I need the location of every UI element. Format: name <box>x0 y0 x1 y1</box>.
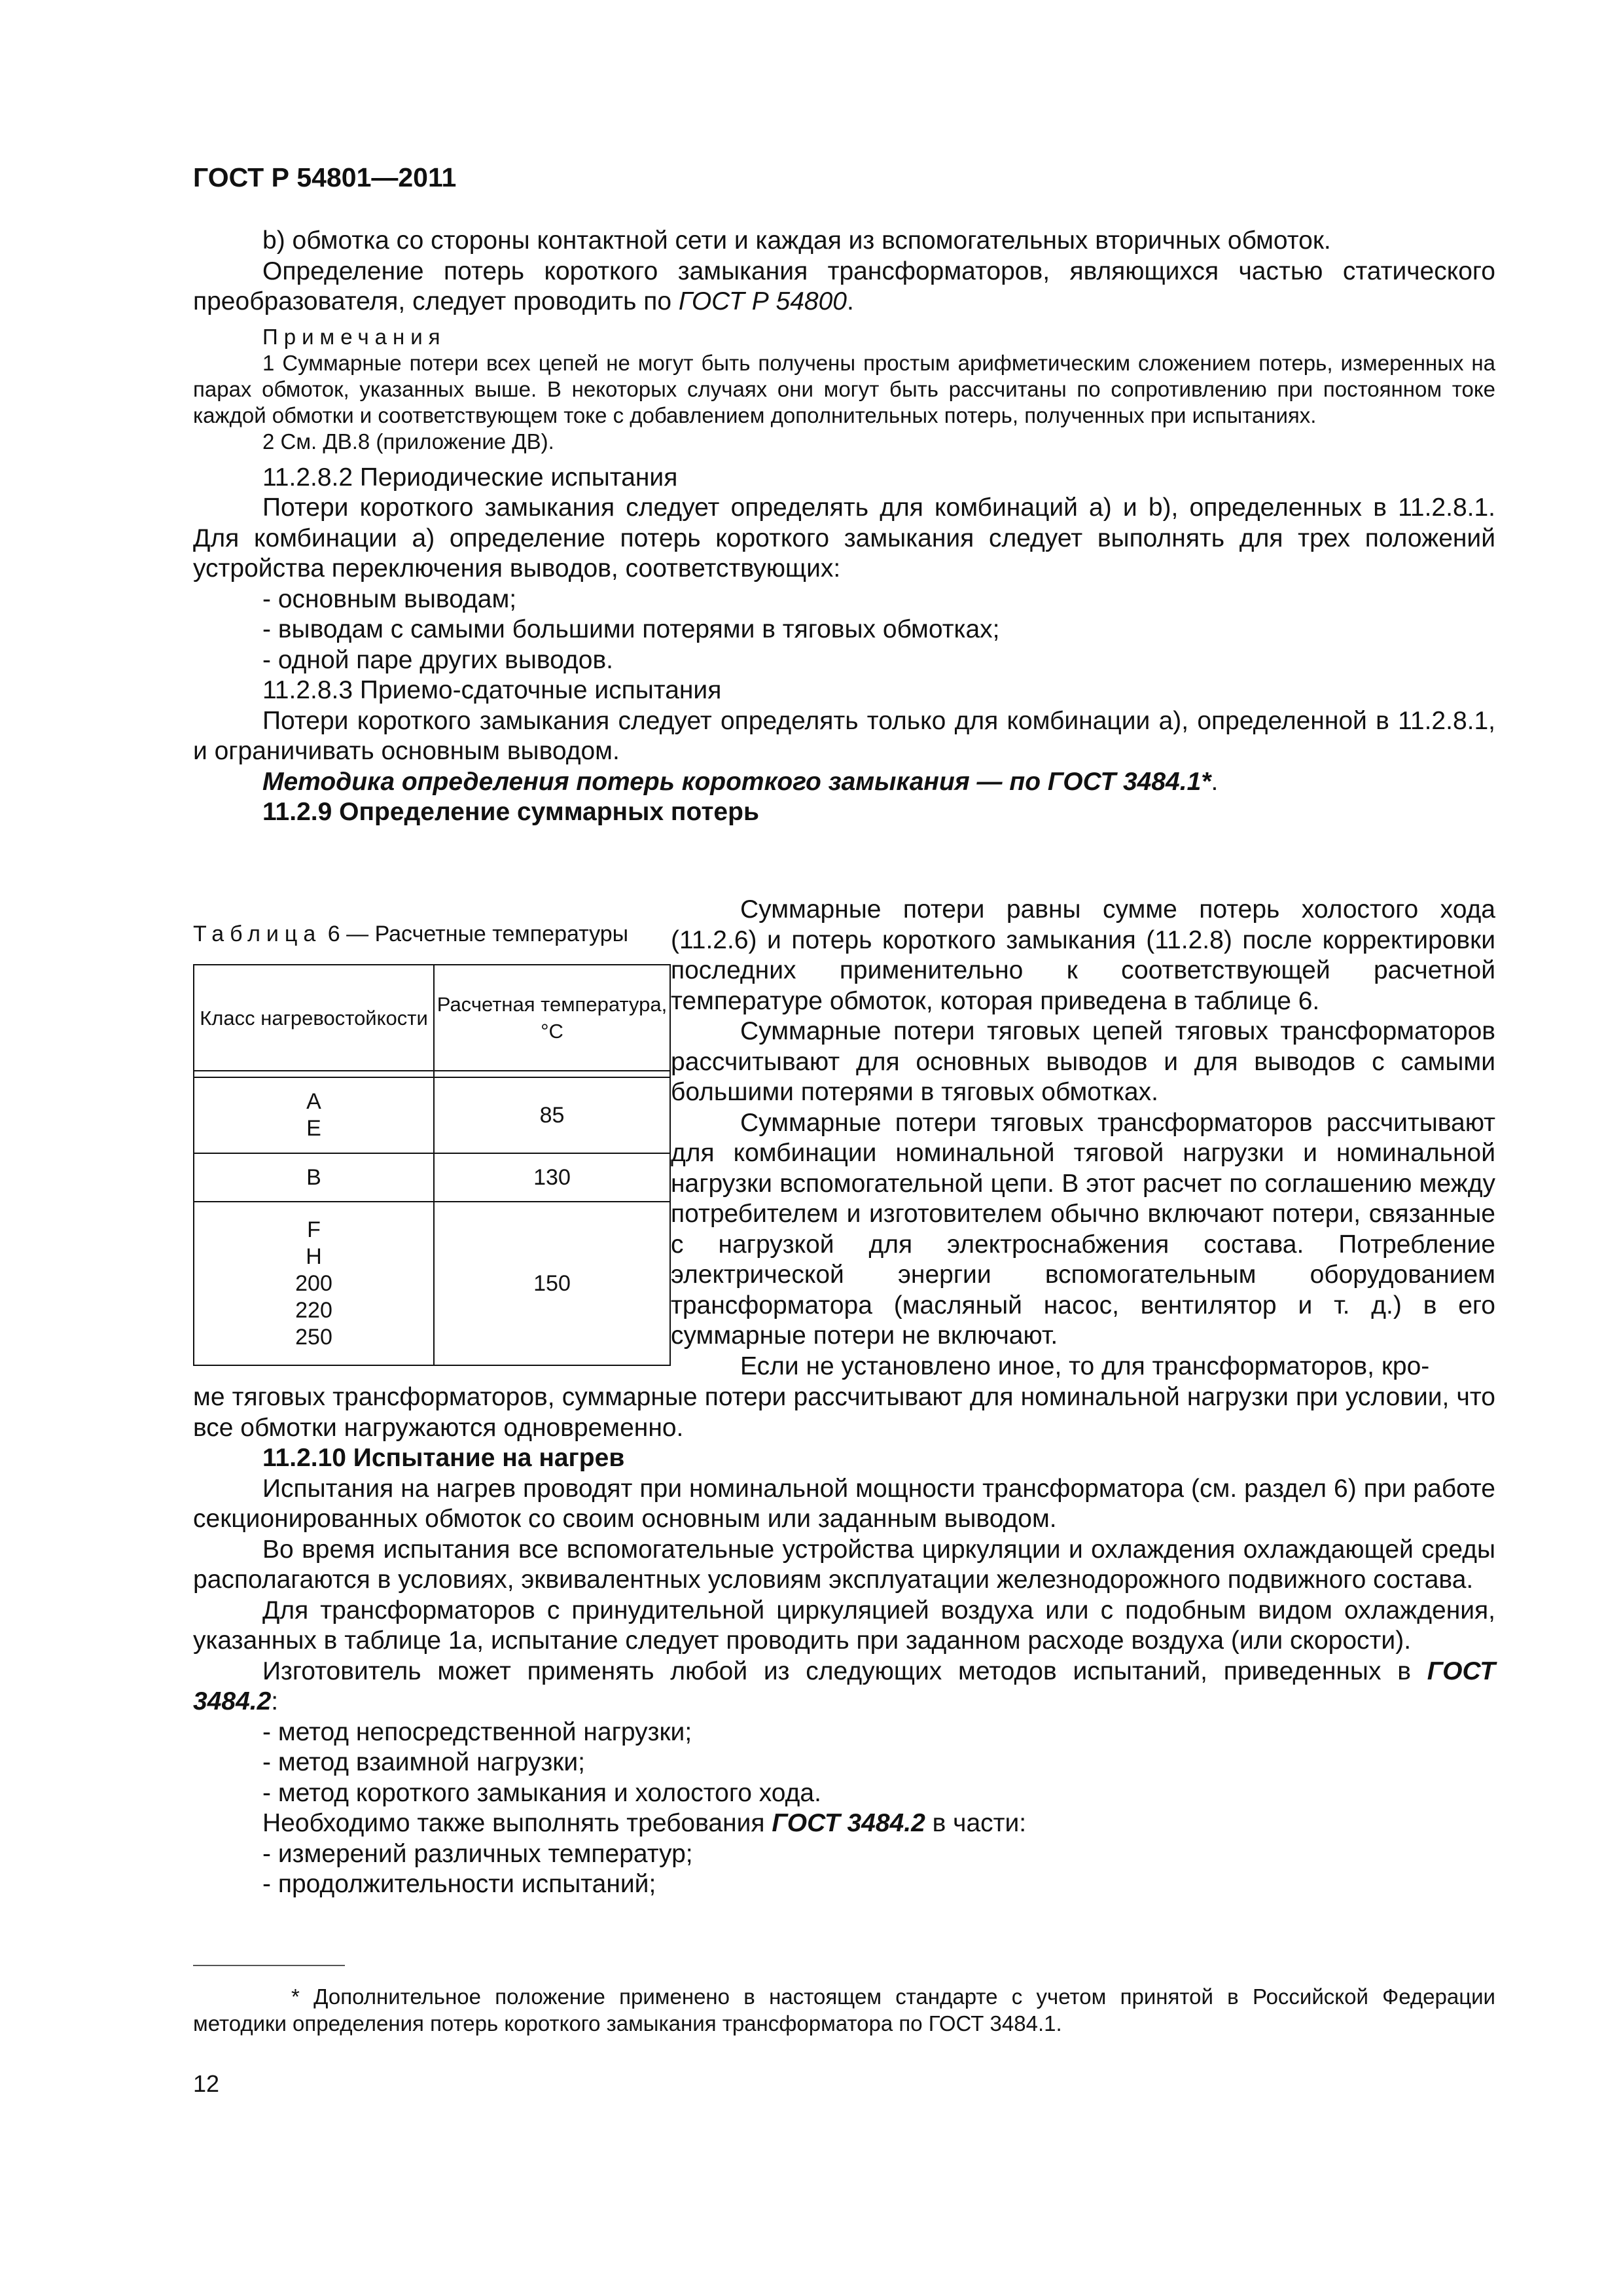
paragraph: Для трансформаторов с принудительной циркуляцией воздуха или с подобным видом охлаждения, указанных в таблице 1а, испытание следует проводить при заданном расходе воздуха (или скорости). <box>193 1596 1495 1655</box>
paragraph: Потери короткого замыкания следует определять для комбинаций a) и b), определенных в 11.2.8.1. Для комбинации a) определение потерь короткого замыкания следует выполнять для трех положений устройства переключения выводов, соответствующих: <box>193 493 1495 583</box>
text: Изготовитель может применять любой из следующих методов испытаний, приведенных в <box>262 1657 1427 1685</box>
class-value: 220 <box>295 1297 332 1323</box>
section-11-2-10: 11.2.10 Испытание на нагрев <box>262 1444 625 1472</box>
class-cell <box>194 1202 434 1365</box>
list-item: - метод взаимной нагрузки; <box>262 1748 585 1776</box>
section-11-2-9: 11.2.9 Определение суммарных потерь <box>262 798 759 826</box>
gost-reference: ГОСТ 3484.2 <box>193 1657 1495 1715</box>
section-11-2-8-3: 11.2.8.3 Приемо-сдаточные испытания <box>262 676 722 704</box>
paragraph <box>193 257 1495 317</box>
class-value: B <box>306 1164 321 1190</box>
list-item: - метод короткого замыкания и холостого хода. <box>262 1778 821 1807</box>
paragraph <box>193 1808 1495 1839</box>
caption-text: 6 — Расчетные температуры <box>327 922 629 946</box>
right-column-text <box>671 895 1495 1382</box>
list-item: - основным выводам; <box>262 584 517 613</box>
paragraph: Суммарные потери тяговых цепей тяговых трансформаторов рассчитывают для основных выводов и для выводов с самыми большими потерями в тяговых обмотках. <box>671 1017 1495 1106</box>
list-item: - метод непосредственной нагрузки; <box>262 1717 692 1746</box>
class-cell <box>194 1077 434 1153</box>
header-separator <box>194 1071 670 1077</box>
caption-word: Таблица <box>193 922 322 946</box>
list-item: - продолжительности испытаний; <box>262 1870 656 1898</box>
text: Необходимо также выполнять требования <box>262 1809 772 1837</box>
item-b: b) обмотка со стороны контактной сети и каждая из вспомогательных вторичных обмоток. <box>262 226 1331 255</box>
paragraph: Суммарные потери тяговых трансформаторов рассчитывают для комбинации номинальной тяговой нагрузки и номинальной нагрузки вспомогательной цепи. В этот расчет по соглашению между потребителем и изготовителем обычно включают потери, связанные с нагрузкой для электроснабжения состава. Потребление электрической энергии вспомогательным оборудованием трансформатора (масляный насос, вентилятор и т. д.) в его суммарные потери не включают. <box>671 1108 1495 1350</box>
column-header: Расчетная температура, °С <box>434 965 670 1071</box>
paragraph: Потери короткого замыкания следует определять только для комбинации a), определенной в 11.2.8.1, и ограничивать основным выводом. <box>193 706 1495 765</box>
paragraph: Если не установлено иное, то для трансформаторов, кро- <box>740 1352 1430 1380</box>
text: . <box>1211 767 1219 796</box>
class-value: 250 <box>295 1324 332 1350</box>
footnote-divider <box>193 1965 345 1966</box>
column-header: Класс нагревостойкости <box>194 965 434 1071</box>
paragraph <box>193 1657 1495 1717</box>
page-number: 12 <box>193 2070 220 2097</box>
paragraph <box>193 767 1495 798</box>
table-6 <box>193 922 671 1366</box>
footnote: * Дополнительное положение применено в настоящем стандарте с учетом принятой в Российской Федерации методики определения потерь короткого замыкания трансформатора по ГОСТ 3484.1. <box>193 1984 1495 2036</box>
gost-reference: ГОСТ Р 54800 <box>678 287 847 315</box>
lower-text-block <box>193 1382 1495 1900</box>
note-1: 1 Суммарные потери всех цепей не могут быть получены простым арифметическим сложением потерь, измеренных на парах обмоток, указанных выше. В некоторых случаях они могут быть рассчитаны по сопротивлению при постоянном токе каждой обмотки и соответствующем токе с добавлением дополнительных потерь, полученных при испытаниях. <box>193 350 1495 427</box>
text: : <box>271 1687 279 1715</box>
method-reference: Методика определения потерь короткого замыкания — по ГОСТ 3484.1* <box>262 767 1211 796</box>
class-value: 200 <box>295 1270 332 1296</box>
list-item: - выводам с самыми большими потерями в тяговых обмотках; <box>262 615 1000 643</box>
upper-text-block <box>193 226 1495 828</box>
list-item: - измерений различных температур; <box>262 1839 693 1868</box>
class-value: F <box>307 1217 321 1242</box>
table-header-row <box>194 965 670 1071</box>
list-item: - одной паре других выводов. <box>262 645 614 674</box>
class-value: A <box>306 1089 321 1114</box>
class-value: H <box>306 1244 322 1269</box>
paragraph-continuation: ме тяговых трансформаторов, суммарные потери рассчитывают для номинальной нагрузки при условии, что все обмотки нагружаются одновременно. <box>193 1383 1495 1442</box>
temperature-cell: 85 <box>434 1077 670 1153</box>
page-header: ГОСТ Р 54801—2011 <box>193 162 457 192</box>
text: . <box>847 287 854 315</box>
temperature-cell: 130 <box>434 1153 670 1202</box>
note-2: 2 См. ДВ.8 (приложение ДВ). <box>262 429 554 454</box>
table-row <box>194 1153 670 1202</box>
temperature-table <box>193 964 671 1366</box>
table-caption <box>193 922 671 947</box>
notes-title: Примечания <box>262 324 446 349</box>
paragraph: Во время испытания все вспомогательные устройства циркуляции и охлаждения охлаждающей среды располагаются в условиях, эквивалентных условиям эксплуатации железнодорожного подвижного состава. <box>193 1535 1495 1594</box>
paragraph: Испытания на нагрев проводят при номинальной мощности трансформатора (см. раздел 6) при работе секционированных обмоток со своим основным или заданным выводом. <box>193 1474 1495 1533</box>
text: Определение потерь короткого замыкания трансформаторов, являющихся частью статического преобразователя, следует проводить по <box>193 257 1495 315</box>
class-value: E <box>306 1116 321 1141</box>
text: в части: <box>925 1809 1027 1837</box>
gost-reference: ГОСТ 3484.2 <box>772 1809 925 1837</box>
class-cell <box>194 1153 434 1202</box>
temperature-cell: 150 <box>434 1202 670 1365</box>
table-row <box>194 1202 670 1365</box>
table-row <box>194 1077 670 1153</box>
section-11-2-8-2: 11.2.8.2 Периодические испытания <box>262 463 678 492</box>
paragraph: Суммарные потери равны сумме потерь холостого хода (11.2.6) и потерь короткого замыкания (11.2.8) после корректировки последних применительно к соответствующей расчетной температуре обмоток, которая приведена в таблице 6. <box>671 895 1495 1015</box>
